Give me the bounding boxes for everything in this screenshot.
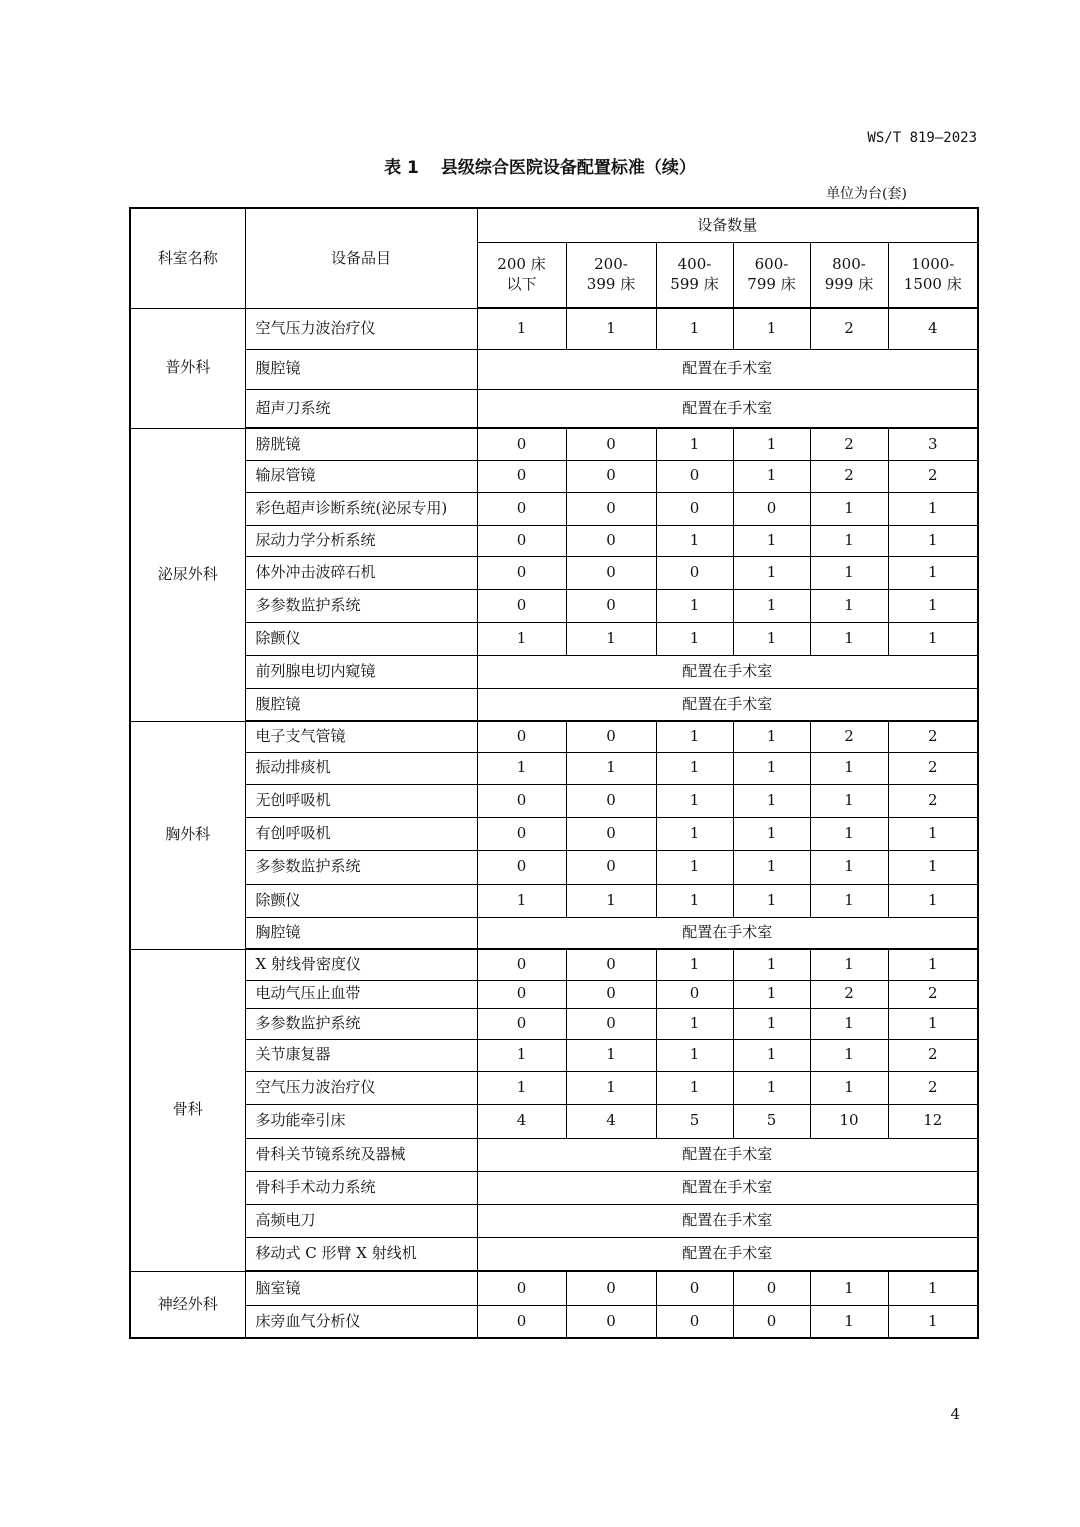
quantity-cell: 0 xyxy=(566,949,656,980)
equipment-item: 多参数监护系统 xyxy=(245,850,477,884)
quantity-cell: 2 xyxy=(888,980,978,1008)
table-row xyxy=(130,460,978,492)
quantity-cell: 1 xyxy=(733,884,810,917)
quantity-cell: 2 xyxy=(888,1071,978,1104)
equipment-item: 电动气压止血带 xyxy=(245,980,477,1008)
quantity-cell: 1 xyxy=(656,1039,733,1071)
table-row xyxy=(130,349,978,389)
quantity-cell: 1 xyxy=(810,850,888,884)
quantity-cell: 4 xyxy=(566,1104,656,1138)
table-row xyxy=(130,622,978,655)
quantity-cell: 1 xyxy=(733,460,810,492)
quantity-cell: 0 xyxy=(477,949,566,980)
header-bed-range xyxy=(477,242,566,308)
quantity-cell: 2 xyxy=(810,721,888,752)
quantity-cell: 1 xyxy=(733,1008,810,1039)
quantity-cell: 1 xyxy=(566,1039,656,1071)
standard-number: WS/T 819—2023 xyxy=(867,130,977,146)
quantity-cell: 1 xyxy=(810,1305,888,1338)
table-row xyxy=(130,1305,978,1338)
equipment-item: 电子支气管镜 xyxy=(245,721,477,752)
quantity-cell: 1 xyxy=(810,589,888,622)
quantity-cell: 1 xyxy=(810,1039,888,1071)
table-row xyxy=(130,1071,978,1104)
quantity-cell: 0 xyxy=(477,525,566,556)
quantity-cell: 1 xyxy=(733,589,810,622)
quantity-cell: 0 xyxy=(477,1271,566,1305)
operating-room-note: 配置在手术室 xyxy=(477,1138,978,1171)
equipment-item: 多参数监护系统 xyxy=(245,589,477,622)
quantity-cell: 0 xyxy=(566,1008,656,1039)
bed-range-line2: 以下 xyxy=(506,274,537,293)
quantity-cell: 1 xyxy=(888,556,978,589)
operating-room-note: 配置在手术室 xyxy=(477,917,978,949)
quantity-cell: 5 xyxy=(733,1104,810,1138)
quantity-cell: 0 xyxy=(656,492,733,525)
header-item: 设备品目 xyxy=(245,208,477,308)
quantity-cell: 1 xyxy=(733,622,810,655)
quantity-cell: 1 xyxy=(477,622,566,655)
quantity-cell: 1 xyxy=(810,784,888,817)
table-row xyxy=(130,1271,978,1305)
quantity-cell: 0 xyxy=(566,460,656,492)
quantity-cell: 0 xyxy=(477,980,566,1008)
quantity-cell: 0 xyxy=(566,525,656,556)
quantity-cell: 0 xyxy=(477,850,566,884)
quantity-cell: 1 xyxy=(810,752,888,784)
quantity-cell: 1 xyxy=(888,1305,978,1338)
quantity-cell: 1 xyxy=(656,850,733,884)
quantity-cell: 2 xyxy=(888,784,978,817)
quantity-cell: 1 xyxy=(810,492,888,525)
quantity-cell: 0 xyxy=(477,721,566,752)
quantity-cell: 1 xyxy=(810,525,888,556)
quantity-cell: 1 xyxy=(733,949,810,980)
quantity-cell: 1 xyxy=(477,1071,566,1104)
equipment-item: 骨科关节镜系统及器械 xyxy=(245,1138,477,1171)
quantity-cell: 1 xyxy=(477,752,566,784)
quantity-cell: 1 xyxy=(810,622,888,655)
quantity-cell: 12 xyxy=(888,1104,978,1138)
equipment-item: 床旁血气分析仪 xyxy=(245,1305,477,1338)
quantity-cell: 0 xyxy=(477,492,566,525)
dept-name: 胸外科 xyxy=(130,721,245,949)
header-dept: 科室名称 xyxy=(130,208,245,308)
quantity-cell: 0 xyxy=(477,460,566,492)
quantity-cell: 1 xyxy=(656,721,733,752)
quantity-cell: 0 xyxy=(477,1305,566,1338)
quantity-cell: 1 xyxy=(888,492,978,525)
equipment-item: 关节康复器 xyxy=(245,1039,477,1071)
quantity-cell: 1 xyxy=(810,884,888,917)
table-row xyxy=(130,884,978,917)
equipment-item: 体外冲击波碎石机 xyxy=(245,556,477,589)
quantity-cell: 1 xyxy=(733,1039,810,1071)
table-row xyxy=(130,688,978,721)
quantity-cell: 3 xyxy=(888,428,978,460)
quantity-cell: 0 xyxy=(477,428,566,460)
equipment-item: 前列腺电切内窥镜 xyxy=(245,655,477,688)
quantity-cell: 5 xyxy=(656,1104,733,1138)
quantity-cell: 1 xyxy=(733,850,810,884)
equipment-item: 除颤仪 xyxy=(245,622,477,655)
table-row xyxy=(130,1171,978,1204)
table-row xyxy=(130,655,978,688)
operating-room-note: 配置在手术室 xyxy=(477,389,978,428)
quantity-cell: 1 xyxy=(566,1071,656,1104)
dept-name: 骨科 xyxy=(130,949,245,1271)
quantity-cell: 10 xyxy=(810,1104,888,1138)
quantity-cell: 1 xyxy=(566,622,656,655)
quantity-cell: 1 xyxy=(656,884,733,917)
equipment-item: 有创呼吸机 xyxy=(245,817,477,850)
quantity-cell: 0 xyxy=(477,784,566,817)
header-bed-range xyxy=(656,242,733,308)
quantity-cell: 1 xyxy=(810,556,888,589)
table-row xyxy=(130,1237,978,1271)
quantity-cell: 1 xyxy=(733,525,810,556)
dept-name: 神经外科 xyxy=(130,1271,245,1338)
quantity-cell: 0 xyxy=(477,1008,566,1039)
bed-range-line1: 800- xyxy=(832,255,866,274)
quantity-cell: 0 xyxy=(566,980,656,1008)
quantity-cell: 1 xyxy=(656,308,733,349)
equipment-item: 腹腔镜 xyxy=(245,688,477,721)
quantity-cell: 1 xyxy=(810,1008,888,1039)
quantity-cell: 1 xyxy=(656,1071,733,1104)
quantity-cell: 1 xyxy=(477,884,566,917)
table-row xyxy=(130,817,978,850)
quantity-cell: 0 xyxy=(733,1305,810,1338)
table-row xyxy=(130,721,978,752)
table-row xyxy=(130,1104,978,1138)
operating-room-note: 配置在手术室 xyxy=(477,349,978,389)
quantity-cell: 4 xyxy=(888,308,978,349)
bed-range-line2: 599 床 xyxy=(670,274,719,293)
quantity-cell: 1 xyxy=(888,817,978,850)
dept-name: 普外科 xyxy=(130,308,245,428)
equipment-item: 膀胱镜 xyxy=(245,428,477,460)
equipment-item: 除颤仪 xyxy=(245,884,477,917)
table-row xyxy=(130,389,978,428)
table-row xyxy=(130,1039,978,1071)
quantity-cell: 0 xyxy=(566,817,656,850)
table-row xyxy=(130,917,978,949)
quantity-cell: 2 xyxy=(810,428,888,460)
table-title xyxy=(0,153,1080,178)
equipment-item: 移动式 C 形臂 X 射线机 xyxy=(245,1237,477,1271)
operating-room-note: 配置在手术室 xyxy=(477,1204,978,1237)
quantity-cell: 0 xyxy=(566,428,656,460)
quantity-cell: 1 xyxy=(888,1271,978,1305)
equipment-item: 无创呼吸机 xyxy=(245,784,477,817)
bed-range-line2: 1500 床 xyxy=(903,274,962,293)
quantity-cell: 0 xyxy=(656,1305,733,1338)
table-row xyxy=(130,1008,978,1039)
quantity-cell: 1 xyxy=(888,525,978,556)
bed-range-line1: 200 床 xyxy=(497,255,546,274)
equipment-table xyxy=(129,207,979,1339)
quantity-cell: 2 xyxy=(888,752,978,784)
bed-range-line1: 400- xyxy=(677,255,712,274)
quantity-cell: 0 xyxy=(566,721,656,752)
quantity-cell: 1 xyxy=(733,784,810,817)
equipment-item: 尿动力学分析系统 xyxy=(245,525,477,556)
equipment-item: 振动排痰机 xyxy=(245,752,477,784)
table-row xyxy=(130,980,978,1008)
equipment-item: 多参数监护系统 xyxy=(245,1008,477,1039)
bed-range-line1: 1000- xyxy=(911,255,955,274)
quantity-cell: 1 xyxy=(656,949,733,980)
quantity-cell: 1 xyxy=(656,1008,733,1039)
quantity-cell: 1 xyxy=(566,308,656,349)
header-quantity-group: 设备数量 xyxy=(477,208,978,242)
quantity-cell: 0 xyxy=(566,850,656,884)
quantity-cell: 1 xyxy=(733,752,810,784)
quantity-cell: 1 xyxy=(656,589,733,622)
equipment-item: 高频电刀 xyxy=(245,1204,477,1237)
equipment-item: 空气压力波治疗仪 xyxy=(245,308,477,349)
equipment-item: 胸腔镜 xyxy=(245,917,477,949)
quantity-cell: 1 xyxy=(810,1271,888,1305)
quantity-cell: 1 xyxy=(477,1039,566,1071)
quantity-cell: 0 xyxy=(477,556,566,589)
header-bed-range xyxy=(810,242,888,308)
quantity-cell: 0 xyxy=(733,492,810,525)
quantity-cell: 0 xyxy=(733,1271,810,1305)
equipment-item: 超声刀系统 xyxy=(245,389,477,428)
quantity-cell: 2 xyxy=(888,460,978,492)
equipment-item: 多功能牵引床 xyxy=(245,1104,477,1138)
equipment-item: 彩色超声诊断系统(泌尿专用) xyxy=(245,492,477,525)
quantity-cell: 1 xyxy=(888,884,978,917)
table-row xyxy=(130,492,978,525)
equipment-item: 输尿管镜 xyxy=(245,460,477,492)
quantity-cell: 1 xyxy=(733,308,810,349)
bed-range-line2: 399 床 xyxy=(586,274,636,293)
quantity-cell: 4 xyxy=(477,1104,566,1138)
quantity-cell: 2 xyxy=(810,980,888,1008)
quantity-cell: 0 xyxy=(656,556,733,589)
quantity-cell: 0 xyxy=(656,1271,733,1305)
operating-room-note: 配置在手术室 xyxy=(477,688,978,721)
quantity-cell: 1 xyxy=(810,817,888,850)
quantity-cell: 0 xyxy=(566,589,656,622)
operating-room-note: 配置在手术室 xyxy=(477,655,978,688)
quantity-cell: 1 xyxy=(566,752,656,784)
header-bed-range xyxy=(888,242,978,308)
bed-range-line2: 999 床 xyxy=(824,274,874,293)
quantity-cell: 0 xyxy=(566,1305,656,1338)
equipment-item: 脑室镜 xyxy=(245,1271,477,1305)
quantity-cell: 0 xyxy=(566,784,656,817)
quantity-cell: 0 xyxy=(477,817,566,850)
table-row xyxy=(130,850,978,884)
table-row xyxy=(130,428,978,460)
table-name: 县级综合医院设备配置标准（续） xyxy=(440,158,696,178)
quantity-cell: 1 xyxy=(810,949,888,980)
quantity-cell: 0 xyxy=(566,1271,656,1305)
quantity-cell: 1 xyxy=(656,622,733,655)
quantity-cell: 2 xyxy=(888,721,978,752)
quantity-cell: 1 xyxy=(566,884,656,917)
table-row xyxy=(130,949,978,980)
equipment-item: 腹腔镜 xyxy=(245,349,477,389)
bed-range-line2: 799 床 xyxy=(747,274,796,293)
table-row xyxy=(130,525,978,556)
quantity-cell: 1 xyxy=(733,556,810,589)
table-row xyxy=(130,308,978,349)
equipment-item: 骨科手术动力系统 xyxy=(245,1171,477,1204)
quantity-cell: 0 xyxy=(566,492,656,525)
quantity-cell: 0 xyxy=(477,589,566,622)
table-row xyxy=(130,1138,978,1171)
quantity-cell: 0 xyxy=(656,460,733,492)
table-row xyxy=(130,1204,978,1237)
quantity-cell: 1 xyxy=(888,1008,978,1039)
page-number: 4 xyxy=(950,1405,960,1423)
quantity-cell: 0 xyxy=(656,980,733,1008)
header-bed-range xyxy=(733,242,810,308)
quantity-cell: 1 xyxy=(733,980,810,1008)
quantity-cell: 1 xyxy=(888,949,978,980)
quantity-cell: 1 xyxy=(733,721,810,752)
quantity-cell: 2 xyxy=(888,1039,978,1071)
table-row xyxy=(130,784,978,817)
quantity-cell: 1 xyxy=(733,817,810,850)
quantity-cell: 1 xyxy=(656,784,733,817)
operating-room-note: 配置在手术室 xyxy=(477,1237,978,1271)
table-number: 表 1 xyxy=(384,158,419,178)
operating-room-note: 配置在手术室 xyxy=(477,1171,978,1204)
bed-range-line1: 600- xyxy=(754,255,789,274)
quantity-cell: 1 xyxy=(888,622,978,655)
quantity-cell: 1 xyxy=(656,752,733,784)
dept-name: 泌尿外科 xyxy=(130,428,245,721)
quantity-cell: 1 xyxy=(810,1071,888,1104)
equipment-item: X 射线骨密度仪 xyxy=(245,949,477,980)
quantity-cell: 1 xyxy=(888,589,978,622)
table-row xyxy=(130,556,978,589)
quantity-cell: 1 xyxy=(888,850,978,884)
quantity-cell: 0 xyxy=(566,556,656,589)
quantity-cell: 1 xyxy=(477,308,566,349)
quantity-cell: 1 xyxy=(656,428,733,460)
quantity-cell: 2 xyxy=(810,308,888,349)
unit-note: 单位为台(套) xyxy=(826,186,907,202)
bed-range-line1: 200- xyxy=(594,255,628,274)
quantity-cell: 2 xyxy=(810,460,888,492)
quantity-cell: 1 xyxy=(656,525,733,556)
quantity-cell: 1 xyxy=(656,817,733,850)
header-bed-range xyxy=(566,242,656,308)
quantity-cell: 1 xyxy=(733,428,810,460)
table-row xyxy=(130,752,978,784)
table-row xyxy=(130,589,978,622)
quantity-cell: 1 xyxy=(733,1071,810,1104)
equipment-item: 空气压力波治疗仪 xyxy=(245,1071,477,1104)
